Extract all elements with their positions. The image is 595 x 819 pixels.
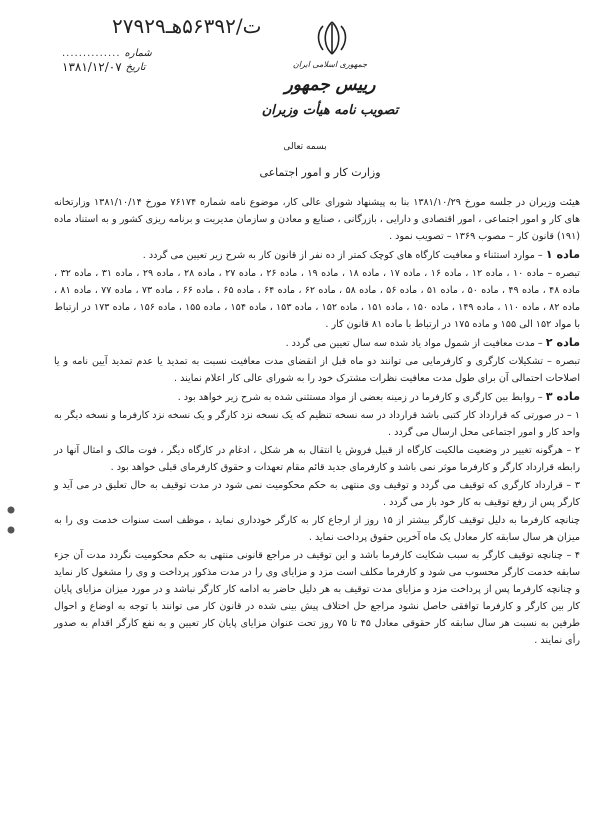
body-paragraph: [54, 353, 580, 387]
paragraph-text: ۲ – هرگونه تغییر در وضعیت مالکیت کارگاه از قبیل فروش یا انتقال به هر شکل ، ادغام در کارگاه دیگر ، فوت مالک و امثال آنها در رابطه قرارداد کارگر و کارفرما موثر نمی باشد و کارفرمای جدید قائم مقام تعهدات و حقوق کارفرمای قبلی خواهد بود .: [54, 445, 580, 473]
body-paragraph: [54, 512, 580, 546]
article-paragraph: [54, 334, 580, 352]
article-heading: ماده ۱: [545, 248, 580, 261]
paragraph-text: – روابط بین کارگری و کارفرما در زمینه بعضی از مواد مستثنی شده به شرح زیر خواهد بود .: [177, 392, 546, 403]
date-row: [62, 60, 222, 74]
paragraph-text: ۳ – قرارداد کارگری که توقیف می گردد و توقیف وی منتهی به حکم محکومیت نمی شود در مدت توقیف به حال تعلیق در می آید و کارگر پس از رفع توقیف به کار خود باز می گردد .: [54, 480, 580, 508]
paragraph-text: چنانچه کارفرما به دلیل توقیف کارگر بیشتر از ۱۵ روز از ارجاع کار به کارگر خودداری نماید ، موظف است سنوات خدمت وی را به میزان هر سال سابقه کار معادل یک ماه آخرین حقوق پرداخت نماید .: [54, 515, 580, 543]
date-value: ۱۳۸۱/۱۲/۰۷: [62, 60, 122, 74]
body-paragraph: [54, 265, 580, 333]
date-label: تاریخ: [125, 61, 146, 73]
paragraph-text: – مدت معافیت از شمول مواد یاد شده سه سال تعیین می گردد .: [285, 338, 546, 349]
body-paragraph: [54, 407, 580, 441]
republic-label: جمهوری اسلامی ایران: [292, 60, 368, 69]
number-dots: ..............: [62, 47, 121, 59]
paragraph-text: ۱ – در صورتی که قرارداد کار کتبی باشد قرارداد در سه نسخه تنظیم که یک نسخه نزد کارگر و یک نسخه نزد کارفرما و نسخه دیگر به واحد کار و امور اجتماعی محل ارسال می گردد .: [54, 410, 580, 438]
body-paragraph: [54, 547, 580, 649]
number-label: شماره: [124, 47, 152, 59]
bismillah: بسمه تعالی: [283, 142, 327, 152]
paragraph-text: ۴ – چنانچه توقیف کارگر به سبب شکایت کارفرما باشد و این توقیف در مراجع قانونی منتهی به حکم محکومیت نگردد مدت آن جزء سابقه خدمت کارگر محسوب می شود و کارفرما مکلف است مزد و مزایای وی را در مدت مذکور پرداخت و وی را مشغول کار نماید و چنانچه کارفرما پس از پرداخت مزد و مزایای مدت توقیف به هر دلیل حاضر به ادامه کار کارگر نباشد و در مورد میزان مزایای پایان کار بین کارگر و کارفرما توافقی حاصل نشود مراجع حل اختلاف پیش بینی شده در قانون کار می توانند با توجه به اوضاع و احوال طرفین به نسبت هر سال سابقه کار حقوقی معادل ۴۵ تا ۷۵ روز تحت عنوان مزایای پایان کار تعیین و به نفع کارگر اقدام به صدور رأی نمایند .: [54, 550, 581, 646]
hole-punch-marks: [4, 500, 18, 540]
reference-number: ۲۷۹۲۹ت/۵۶۳۹۲هـ: [112, 14, 262, 38]
document-body: [54, 194, 580, 650]
number-row: [62, 46, 222, 60]
addressee: وزارت کار و امور اجتماعی: [259, 166, 381, 179]
paragraph-text: – موارد استثناء و معافیت کارگاه های کوچک کمتر از ده نفر از قانون کار به شرح زیر تعیین می گردد .: [142, 250, 546, 261]
paragraph-text: تبصره – ماده ۱۰ ، ماده ۱۲ ، ماده ۱۶ ، ماده ۱۷ ، ماده ۱۸ ، ماده ۱۹ ، ماده ۲۶ ، ماده ۲۷ ، ماده ۲۸ ، ماده ۲۹ ، ماده ۳۱ ، ماده ۳۲ ، ماده ۴۸ ، ماده ۴۹ ، ماده ۵۰ ، ماده ۵۱ ، ماده ۵۶ ، ماده ۵۸ ، ماده ۶۲ ، ماده ۶۴ ، ماده ۶۵ ، ماده ۶۶ ، ماده ۷۳ ، ماده ۷۷ ، ماده ۸۱ ، ماده ۸۲ ، ماده ۱۱۰ ، ماده ۱۴۹ ، ماده ۱۵۰ ، ماده ۱۵۱ ، ماده ۱۵۲ ، ماده ۱۵۳ ، ماده ۱۵۴ ، ماده ۱۵۵ ، ماده ۱۵۶ ، ماده ۱۷۳ در ارتباط با مواد ۱۵۲ الی ۱۵۵ و ماده ۱۷۵ در ارتباط با ماده ۸۱ قانون کار .: [54, 268, 581, 330]
body-paragraph: [54, 194, 580, 245]
reference-block: [62, 46, 222, 74]
letterhead: [250, 58, 410, 124]
body-paragraph: [54, 442, 580, 476]
article-heading: ماده ۳: [545, 390, 580, 403]
paragraph-text: تبصره – تشکیلات کارگری و کارفرمایی می توانند دو ماه قبل از انقضای مدت معافیت نسبت به تمدید یا عدم تمدید آیین نامه و یا اصلاحات احتمالی آن برای طول مدت معافیت نظرات مشترک خود را به شورای عالی کار اعلام نمایند .: [54, 356, 580, 384]
article-paragraph: [54, 388, 580, 406]
body-paragraph: [54, 477, 580, 511]
article-heading: ماده ۲: [545, 336, 580, 349]
office-title: رییس جمهور: [284, 75, 376, 95]
iran-emblem-icon: [312, 18, 352, 58]
approval-title: تصویب نامه هیأت وزیران: [261, 103, 399, 118]
paragraph-text: هیئت وزیران در جلسه مورخ ۱۳۸۱/۱۰/۲۹ بنا به پیشنهاد شورای عالی کار، موضوع نامه شماره ۷۶۱۷۴ مورخ ۱۳۸۱/۱۰/۱۴ وزارتخانه های کار و امور اجتماعی ، امور اقتصادی و دارایی ، بازرگانی ، صنایع و معادن و سازمان مدیریت و برنامه ریزی کشور و به استناد ماده (۱۹۱) قانون کار – مصوب ۱۳۶۹ – تصویب نمود .: [54, 197, 581, 242]
article-paragraph: [54, 246, 580, 264]
